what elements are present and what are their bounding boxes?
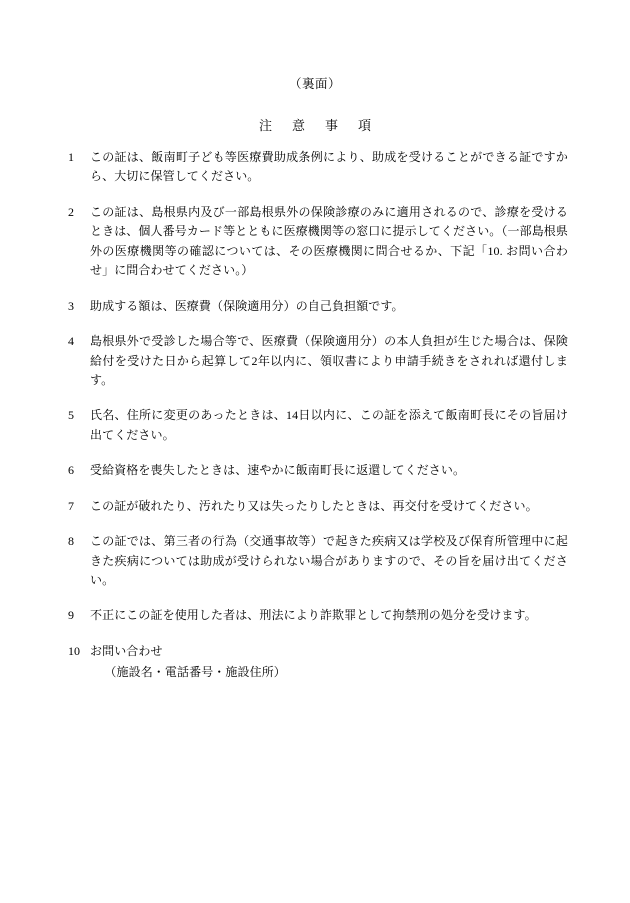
list-item-text: 島根県外で受診した場合等で、医療費（保険適用分）の本人負担が生じた場合は、保険給付を受けた日から起算して2年以内に、領収書により申請手続きをされれば還付します。 [90, 334, 568, 387]
list-item-contact [68, 642, 568, 683]
list-item [68, 148, 568, 187]
list-item-text: 氏名、住所に変更のあったときは、14日以内に、この証を添えて飯南町長にその旨届け出てください。 [90, 408, 568, 442]
list-item-number: 3 [68, 298, 74, 313]
list-item-number: 8 [68, 534, 74, 549]
list-item-text: 受給資格を喪失したときは、速やかに飯南町長に返還してください。 [90, 463, 466, 478]
list-item-text: この証では、第三者の行為（交通事故等）で起きた疾病又は学校及び保育所管理中に起きた疾病については助成が受けられない場合がありますので、その旨を届け出てください。 [90, 534, 568, 587]
list-item-text: 不正にこの証を使用した者は、刑法により詐欺罪として拘禁刑の処分を受けます。 [90, 608, 537, 623]
list-item-number: 2 [68, 204, 74, 219]
list-item [68, 203, 568, 281]
list-item-text: 助成する額は、医療費（保険適用分）の自己負担額です。 [90, 298, 404, 313]
list-item-text: この証が破れたり、汚れたり又は失ったりしたときは、再交付を受けてください。 [90, 498, 538, 513]
title-char-3: 事 [325, 118, 339, 133]
title-char-4: 項 [358, 118, 372, 133]
list-item-subtext: （施設名・電話番号・施設住所） [104, 665, 286, 680]
list-item [68, 297, 568, 316]
list-item [68, 406, 568, 445]
title-char-1: 注 [258, 118, 272, 133]
list-item-text: この証は、飯南町子ども等医療費助成条例により、助成を受けることができる証ですから、大切に保管してください。 [90, 150, 568, 184]
list-item-text: この証は、島根県内及び一部島根県外の保険診療のみに適用されるので、診療を受けるときは、個人番号カード等とともに医療機関等の窓口に提示してください。（一部島根県外の医療機関等の確認については、その医療機関に問合せるか、下記「10. お問い合わせ」に問合わせてください。） [90, 204, 569, 278]
page-title [0, 115, 630, 134]
list-item-contact-body [90, 642, 568, 683]
list-item-number: 1 [68, 150, 74, 164]
list-item-number: 9 [68, 608, 74, 623]
list-item-number: 5 [68, 408, 74, 423]
list-item-number: 4 [68, 334, 74, 349]
page-side-label: （裏面） [288, 77, 341, 91]
list-item-text: お問い合わせ [90, 643, 163, 658]
list-item [68, 497, 568, 516]
list-item [68, 532, 568, 590]
list-item [68, 461, 568, 480]
list-item-number: 6 [68, 463, 74, 478]
list-item-number: 10 [68, 643, 80, 658]
list-item [68, 606, 568, 625]
title-char-2: 意 [291, 118, 305, 133]
notes-list [68, 148, 568, 699]
list-item [68, 332, 568, 390]
list-item-number: 7 [68, 498, 74, 513]
